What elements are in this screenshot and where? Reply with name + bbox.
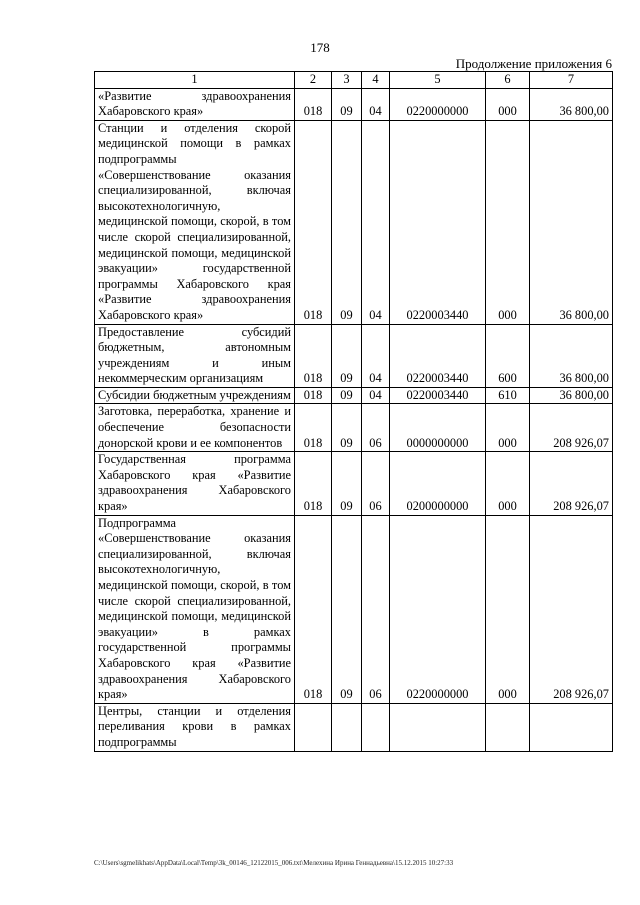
row-code-4: 04 — [362, 324, 390, 387]
row-code-3: 09 — [332, 324, 362, 387]
row-code-6: 000 — [486, 452, 530, 515]
row-code-3: 09 — [332, 404, 362, 452]
row-code-6: 000 — [486, 120, 530, 324]
row-code-3 — [332, 703, 362, 751]
row-code-6 — [486, 703, 530, 751]
row-code-3: 09 — [332, 515, 362, 703]
table-row — [95, 404, 613, 452]
row-code-5: 0220000000 — [390, 515, 486, 703]
row-amount: 36 800,00 — [530, 387, 613, 404]
row-code-4 — [362, 703, 390, 751]
row-code-2: 018 — [295, 120, 332, 324]
row-code-5: 0200000000 — [390, 452, 486, 515]
column-header-1: 1 — [95, 72, 295, 89]
row-code-5: 0220003440 — [390, 120, 486, 324]
table-row — [95, 452, 613, 515]
column-header-6: 6 — [486, 72, 530, 89]
row-amount: 208 926,07 — [530, 452, 613, 515]
table-row — [95, 703, 613, 751]
page-number: 178 — [310, 40, 330, 55]
row-name: Предоставление субсидий бюджетным, автономным учреждениям и иным некоммерческим организациям — [95, 324, 295, 387]
table-row — [95, 515, 613, 703]
column-header-2: 2 — [295, 72, 332, 89]
row-name: Субсидии бюджетным учреждениям — [95, 387, 295, 404]
row-code-2: 018 — [295, 515, 332, 703]
row-code-2 — [295, 703, 332, 751]
row-code-2: 018 — [295, 387, 332, 404]
row-code-5 — [390, 703, 486, 751]
row-code-4: 04 — [362, 120, 390, 324]
row-code-2: 018 — [295, 452, 332, 515]
row-name: Станции и отделения скорой медицинской помощи в рамках подпрограммы «Совершенствование оказания специализированной, включая высокотехнологичную, медицинской помощи, скорой, в том числе скорой специализированной, медицинской помощи, медицинской эвакуации» государственной программы Хабаровского края «Развитие здравоохранения Хабаровского края» — [95, 120, 295, 324]
row-amount: 36 800,00 — [530, 88, 613, 120]
row-amount: 208 926,07 — [530, 515, 613, 703]
row-code-2: 018 — [295, 404, 332, 452]
column-header-4: 4 — [362, 72, 390, 89]
row-amount: 36 800,00 — [530, 120, 613, 324]
table-row — [95, 88, 613, 120]
row-amount: 208 926,07 — [530, 404, 613, 452]
row-code-3: 09 — [332, 452, 362, 515]
row-code-2: 018 — [295, 88, 332, 120]
row-amount: 36 800,00 — [530, 324, 613, 387]
continuation-label: Продолжение приложения 6 — [455, 56, 612, 71]
row-name: Центры, станции и отделения переливания крови в рамках подпрограммы — [95, 703, 295, 751]
column-header-3: 3 — [332, 72, 362, 89]
row-code-4: 04 — [362, 88, 390, 120]
row-code-6: 000 — [486, 404, 530, 452]
row-code-5: 0220000000 — [390, 88, 486, 120]
row-code-3: 09 — [332, 88, 362, 120]
column-header-7: 7 — [530, 72, 613, 89]
row-name: «Развитие здравоохранения Хабаровского края» — [95, 88, 295, 120]
row-code-5: 0220003440 — [390, 387, 486, 404]
budget-table — [94, 71, 613, 752]
row-code-6: 000 — [486, 515, 530, 703]
table-row — [95, 387, 613, 404]
table-row — [95, 120, 613, 324]
row-code-2: 018 — [295, 324, 332, 387]
row-code-6: 000 — [486, 88, 530, 120]
row-name: Государственная программа Хабаровского края «Развитие здравоохранения Хабаровского края» — [95, 452, 295, 515]
row-name: Заготовка, переработка, хранение и обеспечение безопасности донорской крови и ее компонентов — [95, 404, 295, 452]
row-code-4: 06 — [362, 452, 390, 515]
row-code-3: 09 — [332, 120, 362, 324]
table-row — [95, 324, 613, 387]
header-row — [95, 72, 613, 89]
row-code-3: 09 — [332, 387, 362, 404]
row-code-6: 600 — [486, 324, 530, 387]
row-code-4: 06 — [362, 515, 390, 703]
row-code-4: 04 — [362, 387, 390, 404]
row-amount — [530, 703, 613, 751]
row-code-6: 610 — [486, 387, 530, 404]
file-path-footer: C:\Users\sgmelikhats\AppData\Local\Temp\3k_00146_12122015_006.txt\Мелехина Ирина Геннадьевна\15.12.2015 10:27:33 — [94, 859, 454, 867]
row-code-5: 0000000000 — [390, 404, 486, 452]
row-name: Подпрограмма «Совершенствование оказания специализированной, включая высокотехнологичную, медицинской помощи, скорой, в том числе скорой специализированной, медицинской помощи, медицинской эвакуации» в рамках государственной программы Хабаровского края «Развитие здравоохранения Хабаровского края» — [95, 515, 295, 703]
column-header-5: 5 — [390, 72, 486, 89]
row-code-4: 06 — [362, 404, 390, 452]
row-code-5: 0220003440 — [390, 324, 486, 387]
